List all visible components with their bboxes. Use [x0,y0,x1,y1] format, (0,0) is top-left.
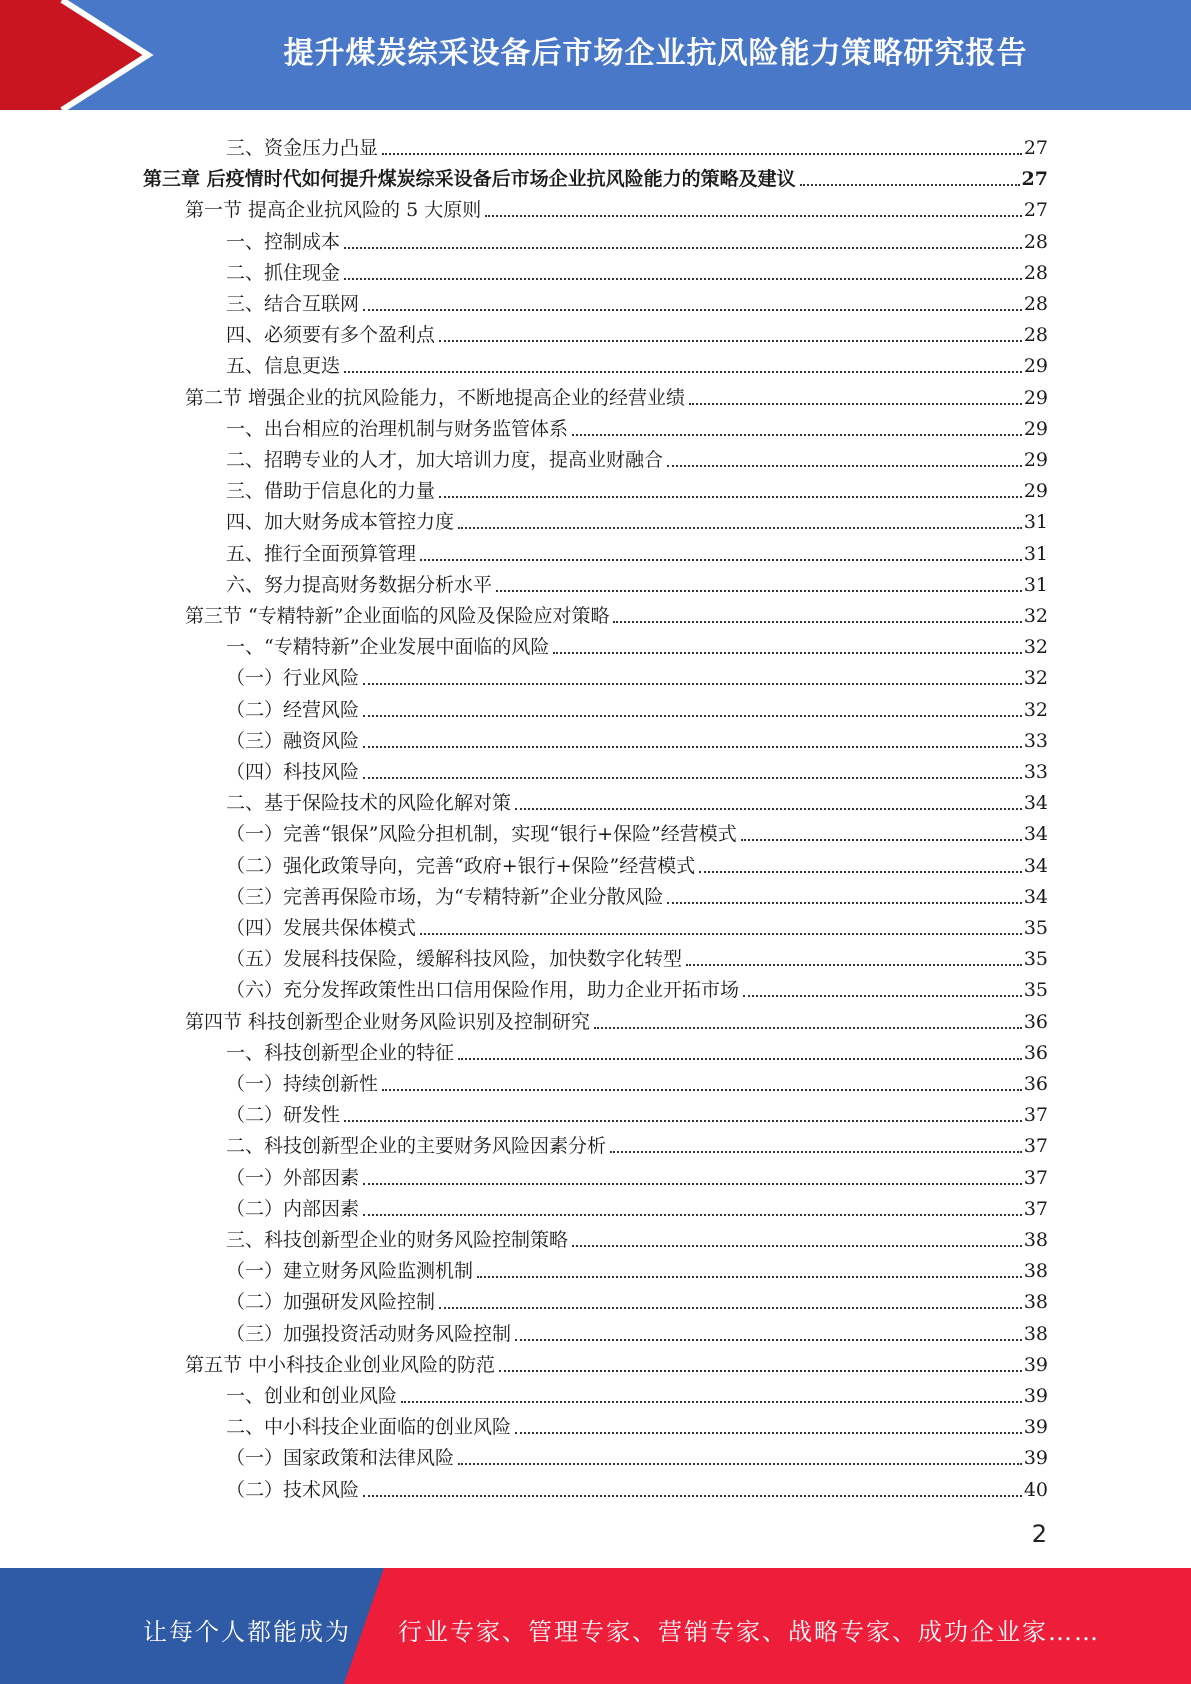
page-header [0,0,1191,110]
toc-subsection-entry[interactable] [226,1376,1048,1407]
toc-subsection-entry[interactable] [226,690,1048,721]
toc-entry-page: 29 [1023,417,1048,440]
toc-dot-leader [363,1182,1022,1185]
toc-dot-leader [363,1213,1022,1216]
toc-entry-label: 五、推行全面预算管理 [226,542,417,565]
toc-entry-page: 39 [1023,1447,1048,1470]
toc-entry-label: 二、科技创新型企业的主要财务风险因素分析 [226,1135,607,1158]
toc-subsection-entry[interactable] [226,814,1048,845]
toc-dot-leader [363,745,1022,748]
toc-entry-label: 一、控制成本 [226,230,341,253]
toc-entry-page: 35 [1023,917,1048,939]
toc-dot-leader [458,1462,1022,1465]
toc-entry-label: 五、信息更迭 [226,355,341,378]
toc-entry-page: 31 [1023,542,1048,565]
toc-subsection-entry[interactable] [226,346,1048,377]
toc-entry-label: （一）持续创新性 [226,1073,379,1095]
toc-subsection-entry[interactable] [226,752,1048,783]
toc-entry-page: 28 [1023,261,1048,284]
toc-entry-label: 四、必须要有多个盈利点 [226,324,436,347]
toc-subsection-entry[interactable] [226,471,1048,502]
toc-dot-leader [800,183,1020,186]
toc-subsection-entry[interactable] [226,877,1048,908]
toc-dot-leader [439,339,1022,342]
toc-entry-label: （一）完善“银保”风险分担机制，实现“银行+保险”经营模式 [226,823,737,846]
toc-entry-page: 35 [1023,948,1048,971]
toc-chapter-entry[interactable] [143,159,1048,190]
toc-dot-leader [477,1275,1022,1278]
header-arrow-decoration [0,0,160,110]
page-number: 2 [1031,1520,1047,1548]
toc-dot-leader [515,807,1022,810]
toc-dot-leader [689,402,1022,405]
toc-entry-label: 第五节 中小科技企业创业风险的防范 [185,1353,496,1376]
toc-entry-page: 36 [1023,1041,1048,1064]
footer-slogan-left: 让每个人都能成为 [143,1618,351,1646]
toc-entry-page: 38 [1023,1291,1048,1314]
toc-dot-leader [667,464,1022,467]
toc-entry-label: （二）研发性 [226,1104,341,1127]
toc-entry-label: 第三章 后疫情时代如何提升煤炭综采设备后市场企业抗风险能力的策略及建议 [143,168,796,191]
toc-dot-leader [439,1306,1022,1309]
toc-entry-label: 一、出台相应的治理机制与财务监管体系 [226,417,569,440]
toc-subsection-entry[interactable] [226,253,1048,284]
toc-subsection-entry[interactable] [226,128,1048,159]
toc-entry-label: （一）建立财务风险监测机制 [226,1260,474,1283]
toc-dot-leader [458,526,1022,529]
toc-entry-page: 32 [1023,667,1048,690]
toc-entry-label: （六）充分发挥政策性出口信用保险作用，助力企业开拓市场 [226,979,740,1002]
toc-entry-page: 29 [1023,480,1048,503]
toc-entry-label: （一）行业风险 [226,667,360,690]
toc-entry-page: 32 [1023,636,1048,659]
toc-subsection-entry[interactable] [226,939,1048,970]
toc-dot-leader [515,1431,1022,1434]
toc-entry-label: 第二节 增强企业的抗风险能力，不断地提高企业的经营业绩 [185,386,686,409]
toc-entry-label: （一）国家政策和法律风险 [226,1447,455,1470]
toc-subsection-entry[interactable] [226,1158,1048,1189]
toc-dot-leader [553,651,1021,654]
toc-subsection-entry[interactable] [226,970,1048,1001]
report-title: 提升煤炭综采设备后市场企业抗风险能力策略研究报告 [283,36,1028,71]
toc-dot-leader [382,1088,1022,1091]
toc-entry-label: （四）科技风险 [226,761,360,783]
toc-subsection-entry[interactable] [226,1033,1048,1064]
toc-subsection-entry[interactable] [226,1438,1048,1469]
toc-section-entry[interactable] [185,1002,1048,1033]
toc-subsection-entry[interactable] [226,1220,1048,1251]
toc-dot-leader [344,246,1022,249]
toc-entry-page: 29 [1023,449,1048,471]
toc-entry-page: 37 [1023,1104,1048,1127]
toc-entry-label: 三、借助于信息化的力量 [226,480,436,503]
toc-dot-leader [363,714,1022,717]
toc-entry-page: 38 [1023,1229,1048,1251]
toc-subsection-entry[interactable] [226,534,1048,565]
toc-dot-leader [667,901,1021,904]
toc-subsection-entry[interactable] [226,1064,1048,1095]
toc-entry-page: 32 [1023,605,1048,627]
toc-entry-label: 一、“专精特新”企业发展中面临的风险 [226,636,550,659]
toc-dot-leader [439,495,1022,498]
toc-entry-page: 34 [1023,854,1048,877]
toc-entry-page: 32 [1023,698,1048,721]
toc-subsection-entry[interactable] [226,315,1048,346]
toc-entry-page: 31 [1023,511,1048,534]
toc-entry-label: （五）发展科技保险，缓解科技风险，加快数字化转型 [226,948,683,971]
toc-entry-label: （二）内部因素 [226,1197,360,1220]
toc-entry-label: （二）技术风险 [226,1478,360,1501]
toc-subsection-entry[interactable] [226,1407,1048,1438]
toc-entry-page: 36 [1023,1010,1048,1033]
toc-subsection-entry[interactable] [226,222,1048,253]
toc-section-entry[interactable] [185,1345,1048,1376]
toc-subsection-entry[interactable] [226,502,1048,533]
toc-subsection-entry[interactable] [226,1126,1048,1157]
toc-entry-page: 27 [1021,168,1048,191]
toc-dot-leader [382,152,1022,155]
toc-entry-page: 31 [1023,573,1048,596]
toc-subsection-entry[interactable] [226,1282,1048,1313]
toc-dot-leader [572,1244,1022,1247]
toc-dot-leader [686,963,1022,966]
toc-entry-page: 27 [1023,199,1048,222]
toc-entry-label: （二）经营风险 [226,698,360,721]
toc-dot-leader [499,1369,1022,1372]
toc-entry-page: 28 [1023,230,1048,253]
toc-subsection-entry[interactable] [226,1095,1048,1126]
toc-entry-page: 35 [1023,979,1048,1002]
toc-entry-label: 第三节 “专精特新”企业面临的风险及保险应对策略 [185,605,610,627]
toc-entry-page: 38 [1023,1260,1048,1283]
toc-entry-page: 40 [1023,1478,1048,1501]
toc-entry-label: 三、科技创新型企业的财务风险控制策略 [226,1229,569,1251]
toc-dot-leader [363,308,1022,311]
toc-entry-page: 33 [1023,761,1048,783]
toc-subsection-entry[interactable] [226,783,1048,814]
toc-entry-page: 36 [1023,1073,1048,1095]
toc-entry-page: 39 [1023,1353,1048,1376]
toc-entry-page: 34 [1023,792,1048,815]
toc-entry-page: 28 [1023,293,1048,315]
toc-entry-label: 第四节 科技创新型企业财务风险识别及控制研究 [185,1010,591,1033]
toc-dot-leader [420,558,1022,561]
toc-subsection-entry[interactable] [226,1314,1048,1345]
toc-subsection-entry[interactable] [226,565,1048,596]
toc-dot-leader [572,433,1022,436]
toc-entry-label: （二）加强研发风险控制 [226,1291,436,1314]
footer-slogan-right: 行业专家、管理专家、营销专家、战略专家、成功企业家…… [398,1618,1100,1646]
toc-dot-leader [594,1026,1022,1029]
toc-entry-label: 二、招聘专业的人才，加大培训力度，提高业财融合 [226,449,664,471]
toc-entry-page: 37 [1023,1197,1048,1220]
toc-subsection-entry[interactable] [226,409,1048,440]
toc-entry-page: 33 [1023,729,1048,752]
toc-entry-page: 29 [1023,355,1048,378]
page-footer [0,1568,1191,1684]
toc-subsection-entry[interactable] [226,284,1048,315]
toc-subsection-entry[interactable] [226,627,1048,658]
toc-entry-label: （二）强化政策导向，完善“政府+银行+保险”经营模式 [226,854,696,877]
toc-subsection-entry[interactable] [226,1189,1048,1220]
toc-entry-page: 37 [1023,1166,1048,1189]
toc-dot-leader [613,620,1021,623]
toc-subsection-entry[interactable] [226,440,1048,471]
toc-subsection-entry[interactable] [226,908,1048,939]
toc-section-entry[interactable] [185,596,1048,627]
toc-dot-leader [496,589,1022,592]
toc-subsection-entry[interactable] [226,1251,1048,1282]
toc-entry-label: （三）加强投资活动财务风险控制 [226,1322,512,1345]
toc-entry-page: 37 [1023,1135,1048,1158]
toc-subsection-entry[interactable] [226,658,1048,689]
toc-section-entry[interactable] [185,378,1048,409]
toc-dot-leader [344,370,1022,373]
toc-entry-label: （四）发展共保体模式 [226,917,417,939]
toc-entry-label: 四、加大财务成本管控力度 [226,511,455,534]
toc-entry-label: 三、资金压力凸显 [226,137,379,159]
toc-dot-leader [458,1057,1022,1060]
toc-dot-leader [401,1400,1022,1403]
toc-subsection-entry[interactable] [226,721,1048,752]
toc-entry-label: 二、基于保险技术的风险化解对策 [226,792,512,815]
toc-dot-leader [363,776,1022,779]
toc-entry-label: 第一节 提高企业抗风险的 5 大原则 [185,199,482,222]
toc-dot-leader [485,214,1022,217]
toc-entry-label: 二、抓住现金 [226,261,341,284]
toc-entry-page: 39 [1023,1385,1048,1407]
toc-dot-leader [363,1494,1022,1497]
toc-dot-leader [610,1150,1022,1153]
toc-entry-label: 一、科技创新型企业的特征 [226,1041,455,1064]
toc-entry-label: （三）融资风险 [226,729,360,752]
toc-entry-label: 一、创业和创业风险 [226,1385,398,1407]
toc-entry-label: 二、中小科技企业面临的创业风险 [226,1416,512,1439]
toc-entry-page: 29 [1023,386,1048,409]
toc-dot-leader [743,994,1022,997]
toc-dot-leader [363,682,1022,685]
toc-entry-label: （三）完善再保险市场，为“专精特新”企业分散风险 [226,885,664,908]
toc-dot-leader [420,932,1022,935]
toc-entry-page: 34 [1023,885,1048,908]
toc-dot-leader [344,277,1022,280]
toc-subsection-entry[interactable] [226,1470,1048,1501]
toc-entry-label: 三、结合互联网 [226,293,360,315]
toc-entry-page: 38 [1023,1322,1048,1345]
toc-entry-page: 39 [1023,1416,1048,1439]
toc-section-entry[interactable] [185,190,1048,221]
toc-dot-leader [741,838,1022,841]
toc-entry-page: 27 [1023,137,1048,159]
toc-dot-leader [699,870,1022,873]
toc-entry-page: 34 [1023,823,1048,846]
toc-dot-leader [515,1338,1022,1341]
toc-subsection-entry[interactable] [226,846,1048,877]
toc-entry-label: （一）外部因素 [226,1166,360,1189]
toc-entry-label: 六、努力提高财务数据分析水平 [226,573,493,596]
toc-dot-leader [344,1119,1022,1122]
toc-entry-page: 28 [1023,324,1048,347]
